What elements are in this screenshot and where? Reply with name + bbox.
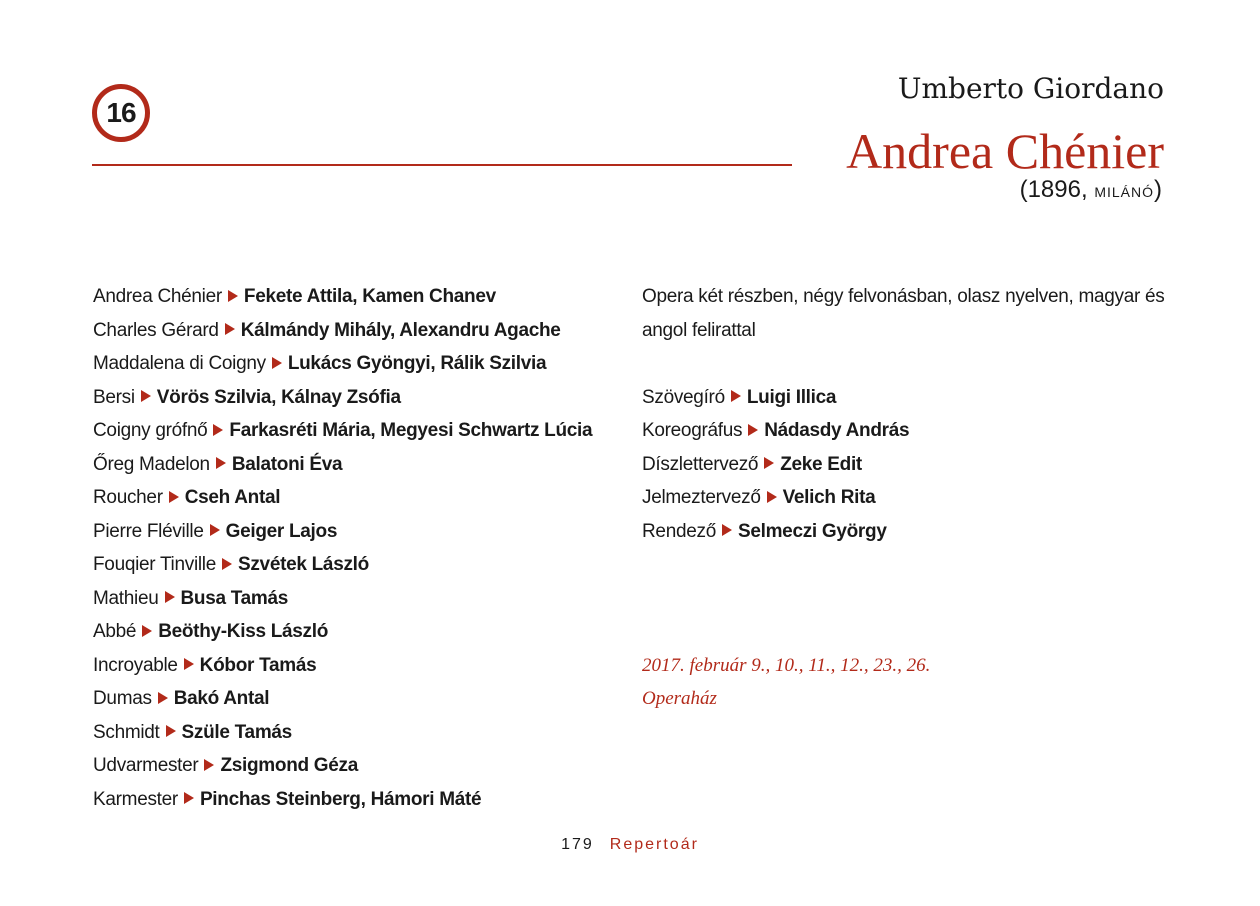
creative-role: Díszlettervező (642, 453, 759, 475)
arrow-icon (158, 692, 168, 704)
cast-row (93, 582, 592, 616)
cast-row (93, 381, 592, 415)
arrow-icon (184, 792, 194, 804)
singer-names: Beöthy-Kiss László (158, 621, 329, 642)
cast-row (93, 682, 592, 716)
cast-row (93, 314, 592, 348)
role-name: Őreg Madelon (93, 453, 210, 475)
singer-names: Geiger Lajos (225, 520, 338, 542)
page-number: 179 (561, 836, 594, 853)
arrow-icon (228, 290, 238, 302)
creative-row (642, 414, 1182, 448)
singer-names: Szüle Tamás (181, 721, 292, 743)
arrow-icon (767, 491, 777, 503)
creative-name: Nádasdy András (764, 420, 910, 441)
role-name: Fouqier Tinville (93, 554, 216, 575)
spacer (642, 582, 1182, 616)
creative-role: Szövegíró (642, 386, 725, 408)
arrow-icon (731, 390, 741, 402)
arrow-icon (210, 524, 220, 536)
singer-names: Pinchas Steinberg, Hámori Máté (199, 788, 482, 810)
role-name: Abbé (93, 621, 137, 642)
page-footer (0, 836, 1260, 854)
role-name: Udvarmester (93, 755, 199, 776)
cast-row (93, 615, 592, 649)
performance-venue: Operaház (642, 688, 717, 709)
opera-description: Opera két részben, négy felvonásban, olasz nyelven, magyar és angol felirattal (642, 286, 1165, 341)
singer-names: Bakó Antal (173, 688, 270, 709)
role-name: Maddalena di Coigny (93, 353, 266, 374)
creative-row (642, 448, 1182, 482)
spacer (642, 615, 1182, 649)
arrow-icon (722, 524, 732, 536)
singer-names: Busa Tamás (180, 587, 289, 609)
creative-row (642, 381, 1182, 415)
creative-name: Zeke Edit (780, 453, 862, 475)
premiere-open: (1896, (1019, 176, 1095, 203)
performance-dates: 2017. február 9., 10., 11., 12., 23., 26. (642, 654, 931, 676)
singer-names: Fekete Attila, Kamen Chanev (243, 286, 496, 307)
role-name: Schmidt (93, 721, 160, 743)
arrow-icon (764, 457, 774, 469)
spacer (642, 548, 1182, 582)
role-name: Pierre Fléville (93, 520, 204, 542)
composer-name: Umberto Giordano (897, 72, 1164, 105)
arrow-icon (213, 424, 223, 436)
opera-title: Andrea Chénier (846, 123, 1164, 179)
cast-row (93, 716, 592, 750)
singer-names: Lukács Gyöngyi, Rálik Szilvia (287, 353, 547, 374)
role-name: Dumas (93, 688, 152, 709)
arrow-icon (184, 658, 194, 670)
creative-row (642, 481, 1182, 515)
arrow-icon (169, 491, 179, 503)
role-name: Mathieu (93, 587, 159, 609)
premiere-place: MILÁNÓ (1094, 184, 1154, 200)
cast-row (93, 515, 592, 549)
header-rule (92, 164, 792, 166)
creative-row (642, 515, 1182, 549)
arrow-icon (165, 591, 175, 603)
singer-names: Szvétek László (237, 554, 369, 575)
arrow-icon (216, 457, 226, 469)
arrow-icon (142, 625, 152, 637)
cast-row (93, 548, 592, 582)
singer-names: Vörös Szilvia, Kálnay Zsófia (156, 386, 401, 408)
arrow-icon (222, 558, 232, 570)
creative-role: Koreográfus (642, 420, 743, 441)
cast-row (93, 481, 592, 515)
production-info (642, 280, 1182, 716)
role-name: Bersi (93, 386, 135, 408)
premiere-info (1020, 176, 1162, 204)
singer-names: Kóbor Tamás (199, 654, 317, 676)
arrow-icon (166, 725, 176, 737)
cast-row (93, 749, 592, 783)
creative-role: Rendező (642, 520, 716, 542)
cast-row (93, 347, 592, 381)
singer-names: Cseh Antal (184, 487, 281, 508)
arrow-icon (225, 323, 235, 335)
role-name: Incroyable (93, 654, 178, 676)
arrow-icon (272, 357, 282, 369)
cast-row (93, 649, 592, 683)
creative-role: Jelmeztervező (642, 487, 761, 508)
production-number-badge: 16 (92, 84, 150, 142)
role-name: Roucher (93, 487, 163, 508)
creative-name: Luigi Illica (746, 386, 837, 408)
role-name: Karmester (93, 788, 178, 810)
section-name: Repertoár (609, 836, 699, 853)
spacer (642, 347, 1182, 381)
role-name: Charles Gérard (93, 319, 219, 341)
arrow-icon (748, 424, 758, 436)
cast-list (93, 280, 592, 816)
creative-name: Velich Rita (782, 487, 876, 508)
cast-row (93, 448, 592, 482)
cast-row (93, 280, 592, 314)
creative-name: Selmeczi György (737, 520, 887, 542)
role-name: Coigny grófnő (93, 420, 208, 441)
singer-names: Farkasréti Mária, Megyesi Schwartz Lúcia (229, 420, 593, 441)
cast-row (93, 783, 592, 817)
singer-names: Zsigmond Géza (220, 755, 359, 776)
cast-row (93, 414, 592, 448)
singer-names: Balatoni Éva (231, 453, 343, 475)
arrow-icon (204, 759, 214, 771)
arrow-icon (141, 390, 151, 402)
role-name: Andrea Chénier (93, 286, 222, 307)
premiere-close: ) (1154, 176, 1162, 203)
singer-names: Kálmándy Mihály, Alexandru Agache (240, 319, 561, 341)
